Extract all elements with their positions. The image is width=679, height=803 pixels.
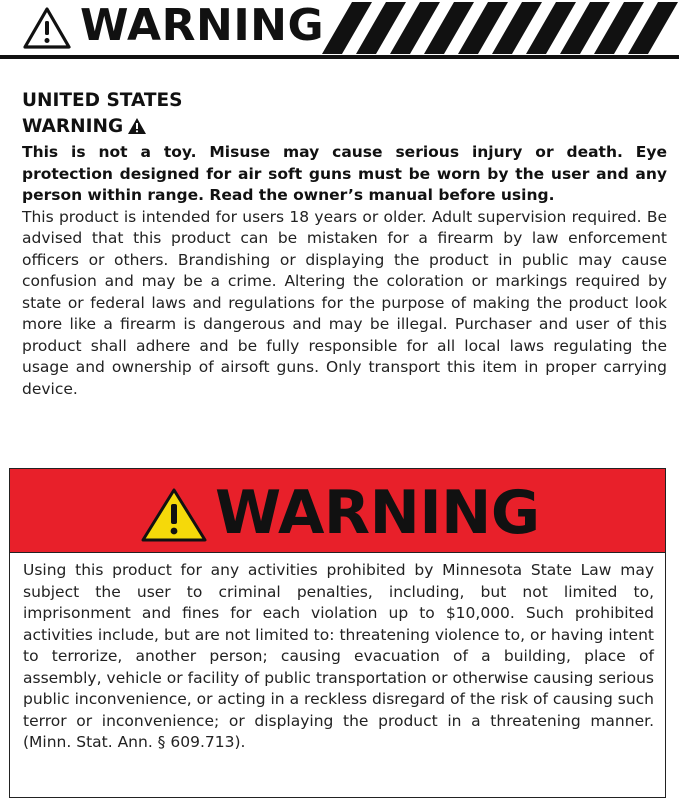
minnesota-warning-title: WARNING xyxy=(215,478,540,548)
us-warning-section xyxy=(22,88,667,400)
banner-title: WARNING xyxy=(80,0,325,51)
us-body-text: This product is intended for users 18 years or older. Adult supervision required. Be advised that this product can be mistaken for a firearm by law enforcement officers or others. Brandishing or displaying the product in public may cause confusion and may be a crime. Altering the coloration or markings required by state or federal laws and regulations for the purpose of making the product look more like a firearm is dangerous and may be illegal. Purchaser and user of this product shall adhere and be fully responsible for all local laws regulating the usage and ownership of airsoft guns. Only transport this item in proper carrying device. xyxy=(22,207,667,398)
warning-triangle-icon xyxy=(127,117,147,135)
warning-triangle-icon xyxy=(140,487,208,543)
warning-triangle-icon xyxy=(22,6,72,50)
us-bold-warning-text: This is not a toy. Misuse may cause serious injury or death. Eye protection designed for air soft guns must be worn by the user and any person within range. Read the owner’s manual before using. xyxy=(22,143,667,204)
minnesota-warning-box xyxy=(9,468,666,798)
banner-rule xyxy=(0,55,679,59)
hazard-stripes xyxy=(322,2,679,54)
top-warning-banner xyxy=(0,0,679,62)
us-region-label: UNITED STATES xyxy=(22,90,183,111)
us-warning-label: WARNING xyxy=(22,116,124,137)
minnesota-warning-header xyxy=(10,469,665,553)
minnesota-body-text: Using this product for any activities prohibited by Minnesota State Law may subject the user to criminal penalties, including, but not limited to, imprisonment and fines for each violation up to $10,000. Such prohibited activities include, but are not limited to: threatening violence to, or having intent to terrorize, another person; causing evacuation of a building, place of assembly, vehicle or facility of public transportation or otherwise causing serious public inconvenience, or acting in a reckless disregard of the risk of causing such terror or inconvenience; or displaying the product in a threatening manner. (Minn. Stat. Ann. § 609.713). xyxy=(23,561,654,751)
us-heading xyxy=(22,88,667,140)
us-warning-heading xyxy=(22,114,667,140)
